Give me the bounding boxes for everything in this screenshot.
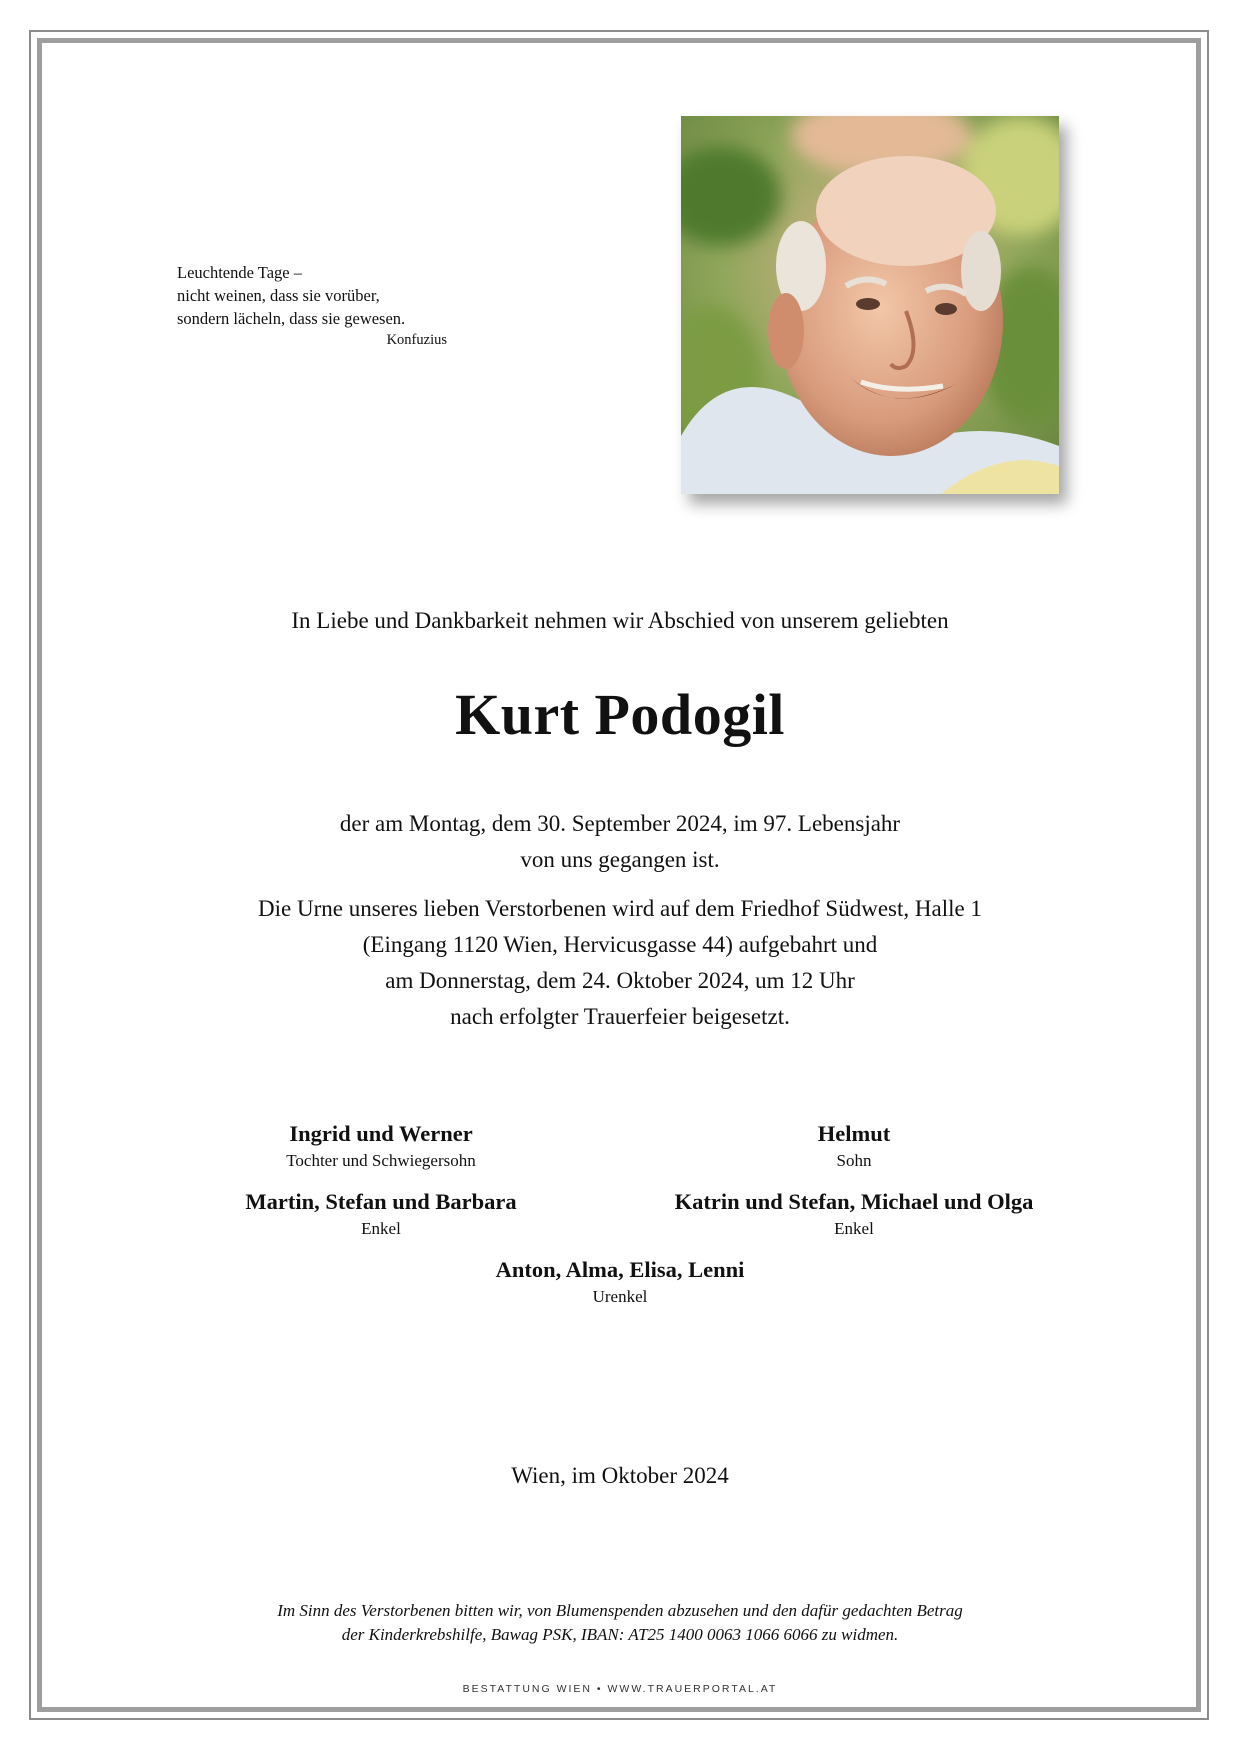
mourner-names: Anton, Alma, Elisa, Lenni [495,1257,745,1282]
mourner-entry [141,1187,621,1241]
intro-text: In Liebe und Dankbarkeit nehmen wir Abschied von unserem geliebten [291,608,949,633]
burial-notice-line: am Donnerstag, dem 24. Oktober 2024, um 12 Uhr [385,968,855,993]
mourner-entry [141,1119,621,1173]
mourner-relation: Urenkel [592,1287,648,1306]
death-notice-line: von uns gegangen ist. [520,847,720,872]
mourner-names: Martin, Stefan und Barbara [245,1189,517,1214]
mourner-relation: Enkel [361,1219,401,1238]
quote-line: Leuchtende Tage – [177,263,302,282]
portrait-photo [681,116,1059,494]
memorial-quote [177,261,447,351]
mourner-relation: Tochter und Schwiegersohn [286,1151,476,1170]
mourner-relation: Enkel [834,1219,874,1238]
quote-author: Konfuzius [386,332,447,348]
donation-request [0,1599,1240,1647]
quote-line: sondern lächeln, dass sie gewesen. [177,309,406,328]
place-date: Wien, im Oktober 2024 [511,1463,729,1488]
burial-notice-line: nach erfolgter Trauerfeier beigesetzt. [450,1004,790,1029]
footer-imprint: BESTATTUNG WIEN • WWW.TRAUERPORTAL.AT [462,1683,778,1695]
mourner-entry [614,1187,1094,1241]
donation-line: Im Sinn des Verstorbenen bitten wir, von Blumenspenden abzusehen und den dafür gedachten Betrag [277,1601,963,1620]
burial-notice-line: Die Urne unseres lieben Verstorbenen wird auf dem Friedhof Südwest, Halle 1 [258,896,982,921]
deceased-name: Kurt Podogil [455,682,785,747]
portrait-image [681,116,1059,494]
death-notice [0,806,1240,878]
mourner-entry [380,1255,860,1309]
death-notice-line: der am Montag, dem 30. September 2024, im 97. Lebensjahr [339,811,901,836]
mourner-names: Katrin und Stefan, Michael und Olga [674,1189,1034,1214]
mourner-names: Helmut [817,1121,891,1146]
burial-notice [0,891,1240,1035]
quote-line: nicht weinen, dass sie vorüber, [177,286,380,305]
burial-notice-line: (Eingang 1120 Wien, Hervicusgasse 44) aufgebahrt und [362,932,878,957]
mourner-relation: Sohn [836,1151,872,1170]
mourner-entry [614,1119,1094,1173]
donation-line: der Kinderkrebshilfe, Bawag PSK, IBAN: AT25 1400 0063 1066 6066 zu widmen. [341,1625,899,1644]
mourner-names: Ingrid und Werner [289,1121,473,1146]
